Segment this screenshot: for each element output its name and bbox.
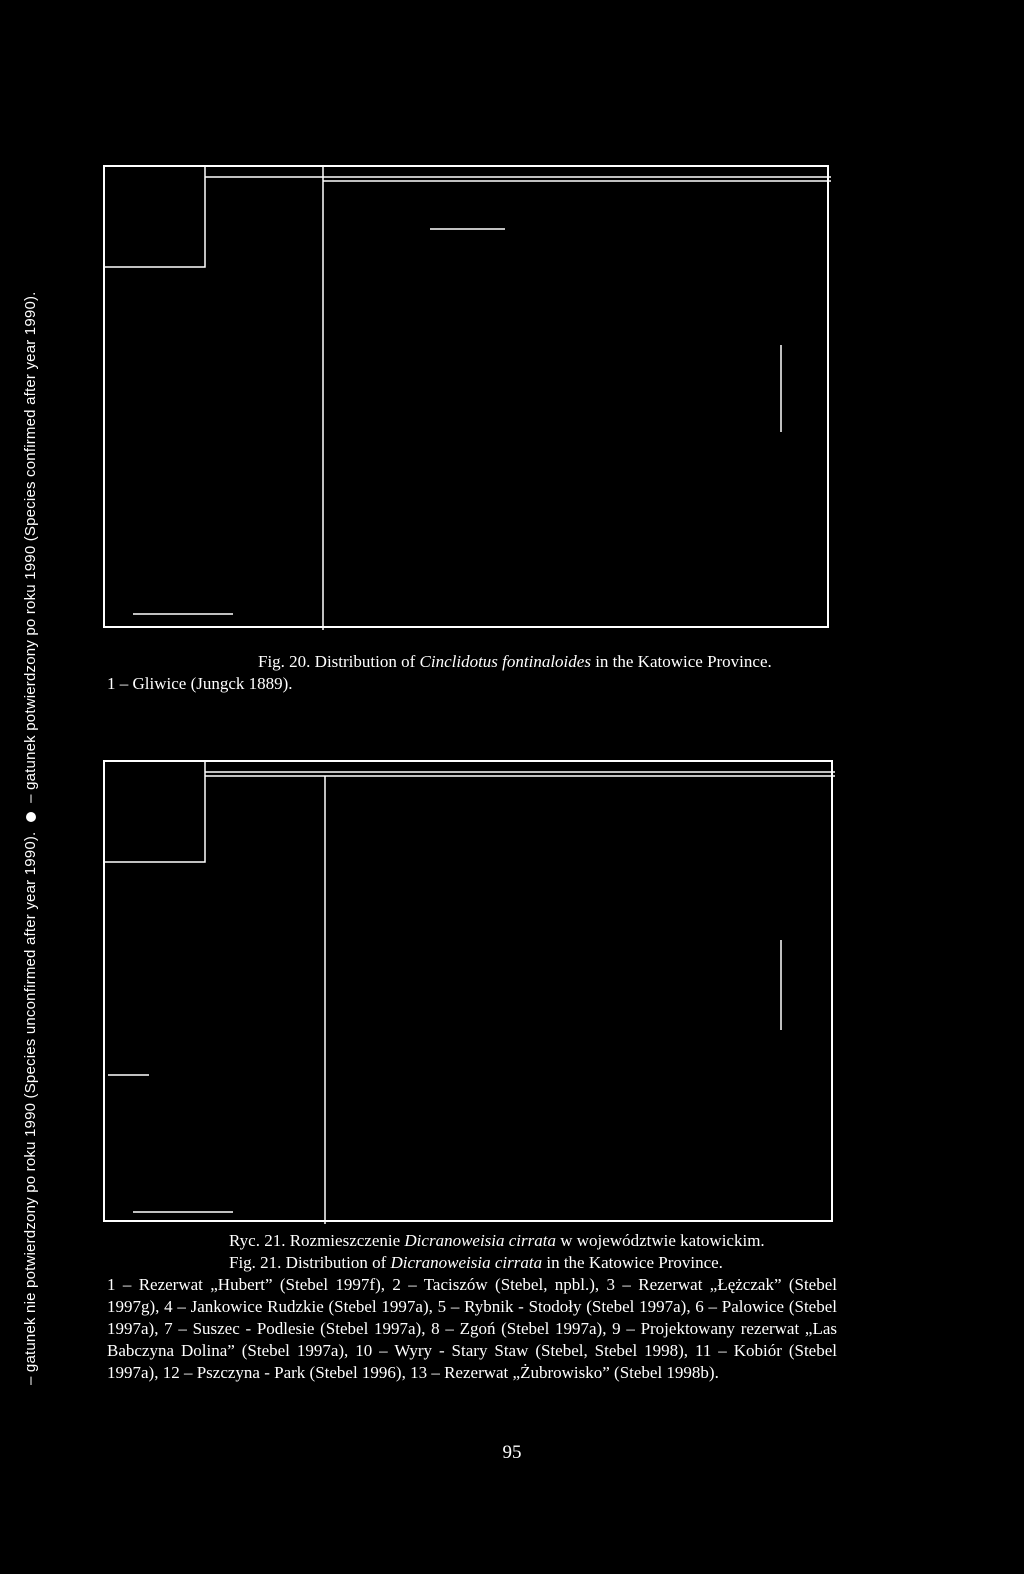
fig21-en-prefix: Fig. 21. Distribution of (229, 1253, 391, 1272)
fig21-en-suffix: in the Katowice Province. (542, 1253, 723, 1272)
fig21-pl-prefix: Ryc. 21. Rozmieszczenie (229, 1231, 405, 1250)
map-fig20-lines (105, 167, 831, 630)
fig20-localities: 1 – Gliwice (Jungck 1889). (107, 674, 293, 693)
fig21-localities: 1 – Rezerwat „Hubert” (Stebel 1997f), 2 – Taciszów (Stebel, npbl.), 3 – Rezerwat „Łężczak” (Stebel 1997g), 4 – Jankowice Rudzkie (Stebel 1997a), 5 – Rybnik - Stodoły (Stebel 1997a), 6 – Palowice (Stebel 1997a), 7 – Suszec - Podlesie (Stebel 1997a), 8 – Zgoń (Stebel 1997a), 9 – Projektowany rezerwat „Las Babczyna Dolina” (Stebel 1997a), 10 – Wyry - Stary Staw (Stebel, Stebel 1998), 11 – Kobiór (Stebel 1997a), 12 – Pszczyna - Park (Stebel 1996), 13 – Rezerwat „Żubrowisko” (Stebel 1998b). (107, 1275, 837, 1382)
fig21-pl-species: Dicranoweisia cirrata (404, 1231, 556, 1250)
fig21-caption-pl (229, 1230, 829, 1251)
legend-confirmed: – gatunek potwierdzony po roku 1990 (Species confirmed after year 1990). (22, 291, 39, 803)
map-fig20 (103, 165, 829, 628)
page-number: 95 (502, 1442, 522, 1463)
fig20-caption-prefix: Fig. 20. Distribution of (258, 652, 420, 671)
legend-unconfirmed: – gatunek nie potwierdzony po roku 1990 (Species unconfirmed after year 1990). (22, 831, 39, 1385)
map-legend (22, 15, 39, 1385)
fig21-pl-suffix: w województwie katowickim. (556, 1231, 765, 1250)
fig20-species: Cinclidotus fontinaloides (419, 652, 591, 671)
fig20-caption-suffix: in the Katowice Province. (590, 652, 772, 671)
fig21-caption-en (229, 1252, 829, 1273)
map-fig21-lines (105, 762, 835, 1224)
filled-dot-icon (26, 812, 36, 822)
fig20-caption (258, 651, 818, 672)
fig21-en-species: Dicranoweisia cirrata (390, 1253, 543, 1272)
map-fig21 (103, 760, 833, 1222)
